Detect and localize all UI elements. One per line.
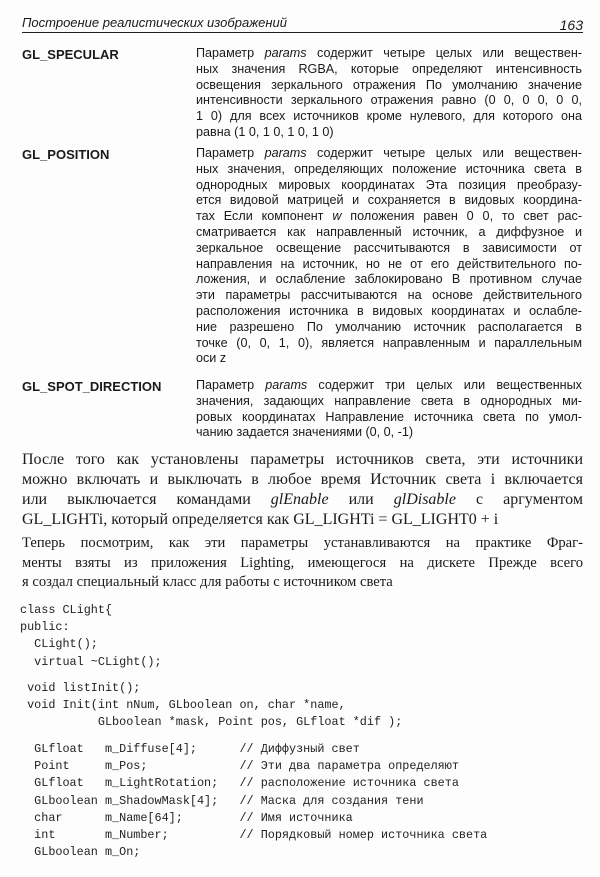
description-line: эти параметры рассчитываются на основе действительного: [196, 288, 582, 303]
description-line: оси z: [196, 351, 227, 366]
description-line: 1 0) для всех источников кроме нулевого, для которого она: [196, 109, 582, 124]
code-line: GLfloat m_LightRotation; // расположение источника света: [20, 776, 459, 791]
paragraph-line: GL_LIGHTi, который определяется как GL_LIGHTi = GL_LIGHT0 + i: [22, 511, 499, 528]
term-description: [196, 46, 582, 141]
paragraph-line: или выключается командами glEnable или glDisable с аргументом: [22, 491, 583, 508]
description-line: Параметр params содержит четыре целых или веществен-: [196, 146, 582, 160]
description-line: ных значения, определяющих положение источника света в: [196, 161, 582, 176]
paragraph-line: менты взяты из приложения Lighting, имеющегося на дискете Прежде всего: [22, 554, 583, 571]
code-block: [20, 680, 402, 732]
code-line: void listInit();: [20, 681, 141, 695]
page-number: 163: [559, 17, 583, 33]
description-line: освещения зеркального отражения По умолчанию значение: [196, 77, 582, 92]
description-line: равна (1 0, 1 0, 1 0, 1 0): [196, 124, 334, 139]
code-line: int m_Number; // Порядковый номер источника света: [20, 828, 488, 843]
paragraph-practice: [22, 534, 583, 593]
description-line: Параметр params содержит три целых или вещественных: [196, 378, 582, 392]
description-line: ровых координатах Направление источника света по умол-: [196, 409, 582, 424]
description-line: расположения источника в видовых координатах и ослабле-: [196, 303, 582, 318]
code-line: public:: [20, 620, 70, 635]
description-line: ложения, и ослабление заблокировано В противном случае: [196, 272, 582, 287]
term-gl-specular: GL_SPECULAR: [22, 47, 119, 62]
code-line: char m_Name[64]; // Имя источника: [20, 810, 353, 825]
paragraph-light-enable: [22, 450, 583, 530]
term-gl-spot-direction: GL_SPOT_DIRECTION: [22, 379, 162, 394]
code-line: class CLight{: [20, 603, 113, 617]
description-line: значения, задающих направление света в однородных ми-: [196, 393, 582, 408]
description-line: тах Если компонент w положения равен 0 0, то свет рас-: [196, 209, 583, 224]
paragraph-line: Теперь посмотрим, как эти параметры устанавливаются на практике Фраг-: [22, 535, 583, 551]
code-line: GLboolean *mask, Point pos, GLfloat *dif );: [20, 715, 403, 730]
running-header: [22, 12, 583, 33]
description-line: точке (0, 0, 1, 0), является направленным и параллельным: [196, 335, 582, 350]
code-line: GLboolean m_ShadowMask[4]; // Маска для создания тени: [20, 793, 424, 808]
code-line: Point m_Pos; // Эти два параметра определяют: [20, 759, 459, 774]
paragraph-line: После того как установлены параметры источников света, эти источники: [22, 451, 583, 468]
description-line: ние разрешено По умолчанию источник располагается в: [196, 319, 582, 334]
description-line: однородных мировых координатах Эта позиция преобразу-: [196, 177, 582, 192]
term-description: [196, 146, 582, 367]
term-gl-position: GL_POSITION: [22, 147, 110, 162]
description-line: чанию задается значениями (0, 0, -1): [196, 425, 414, 440]
code-line: CLight();: [20, 637, 98, 652]
description-line: ных значения RGBA, которые определяют интенсивность: [196, 61, 582, 76]
paragraph-line: я создал специальный класс для работы с источником света: [22, 574, 393, 590]
paragraph-line: можно включать и выключать в любое время Источник света i включается: [22, 471, 583, 488]
description-line: сматривается как направленный источник, а диффузное и: [196, 224, 582, 239]
code-line: virtual ~CLight();: [20, 654, 162, 669]
description-line: направления на источник, но не от его действительного по-: [196, 256, 582, 271]
code-line: void Init(int nNum, GLboolean on, char *name,: [20, 698, 346, 713]
description-line: ется видовой матрицей и сохраняется в видовых координа-: [196, 193, 582, 208]
chapter-title: Построение реалистических изображений: [22, 15, 287, 30]
code-line: GLboolean m_On;: [20, 845, 141, 860]
code-block: [20, 602, 162, 671]
term-description: [196, 378, 582, 441]
description-line: Параметр params содержит четыре целых или веществен-: [196, 46, 582, 60]
code-block: [20, 741, 487, 861]
description-line: зеркальное освещение рассчитываются в зависимости от: [196, 240, 582, 255]
code-line: GLfloat m_Diffuse[4]; // Диффузный свет: [20, 742, 360, 756]
description-line: интенсивности зеркального отражения равно (0 0, 0 0, 0 0,: [196, 93, 582, 108]
